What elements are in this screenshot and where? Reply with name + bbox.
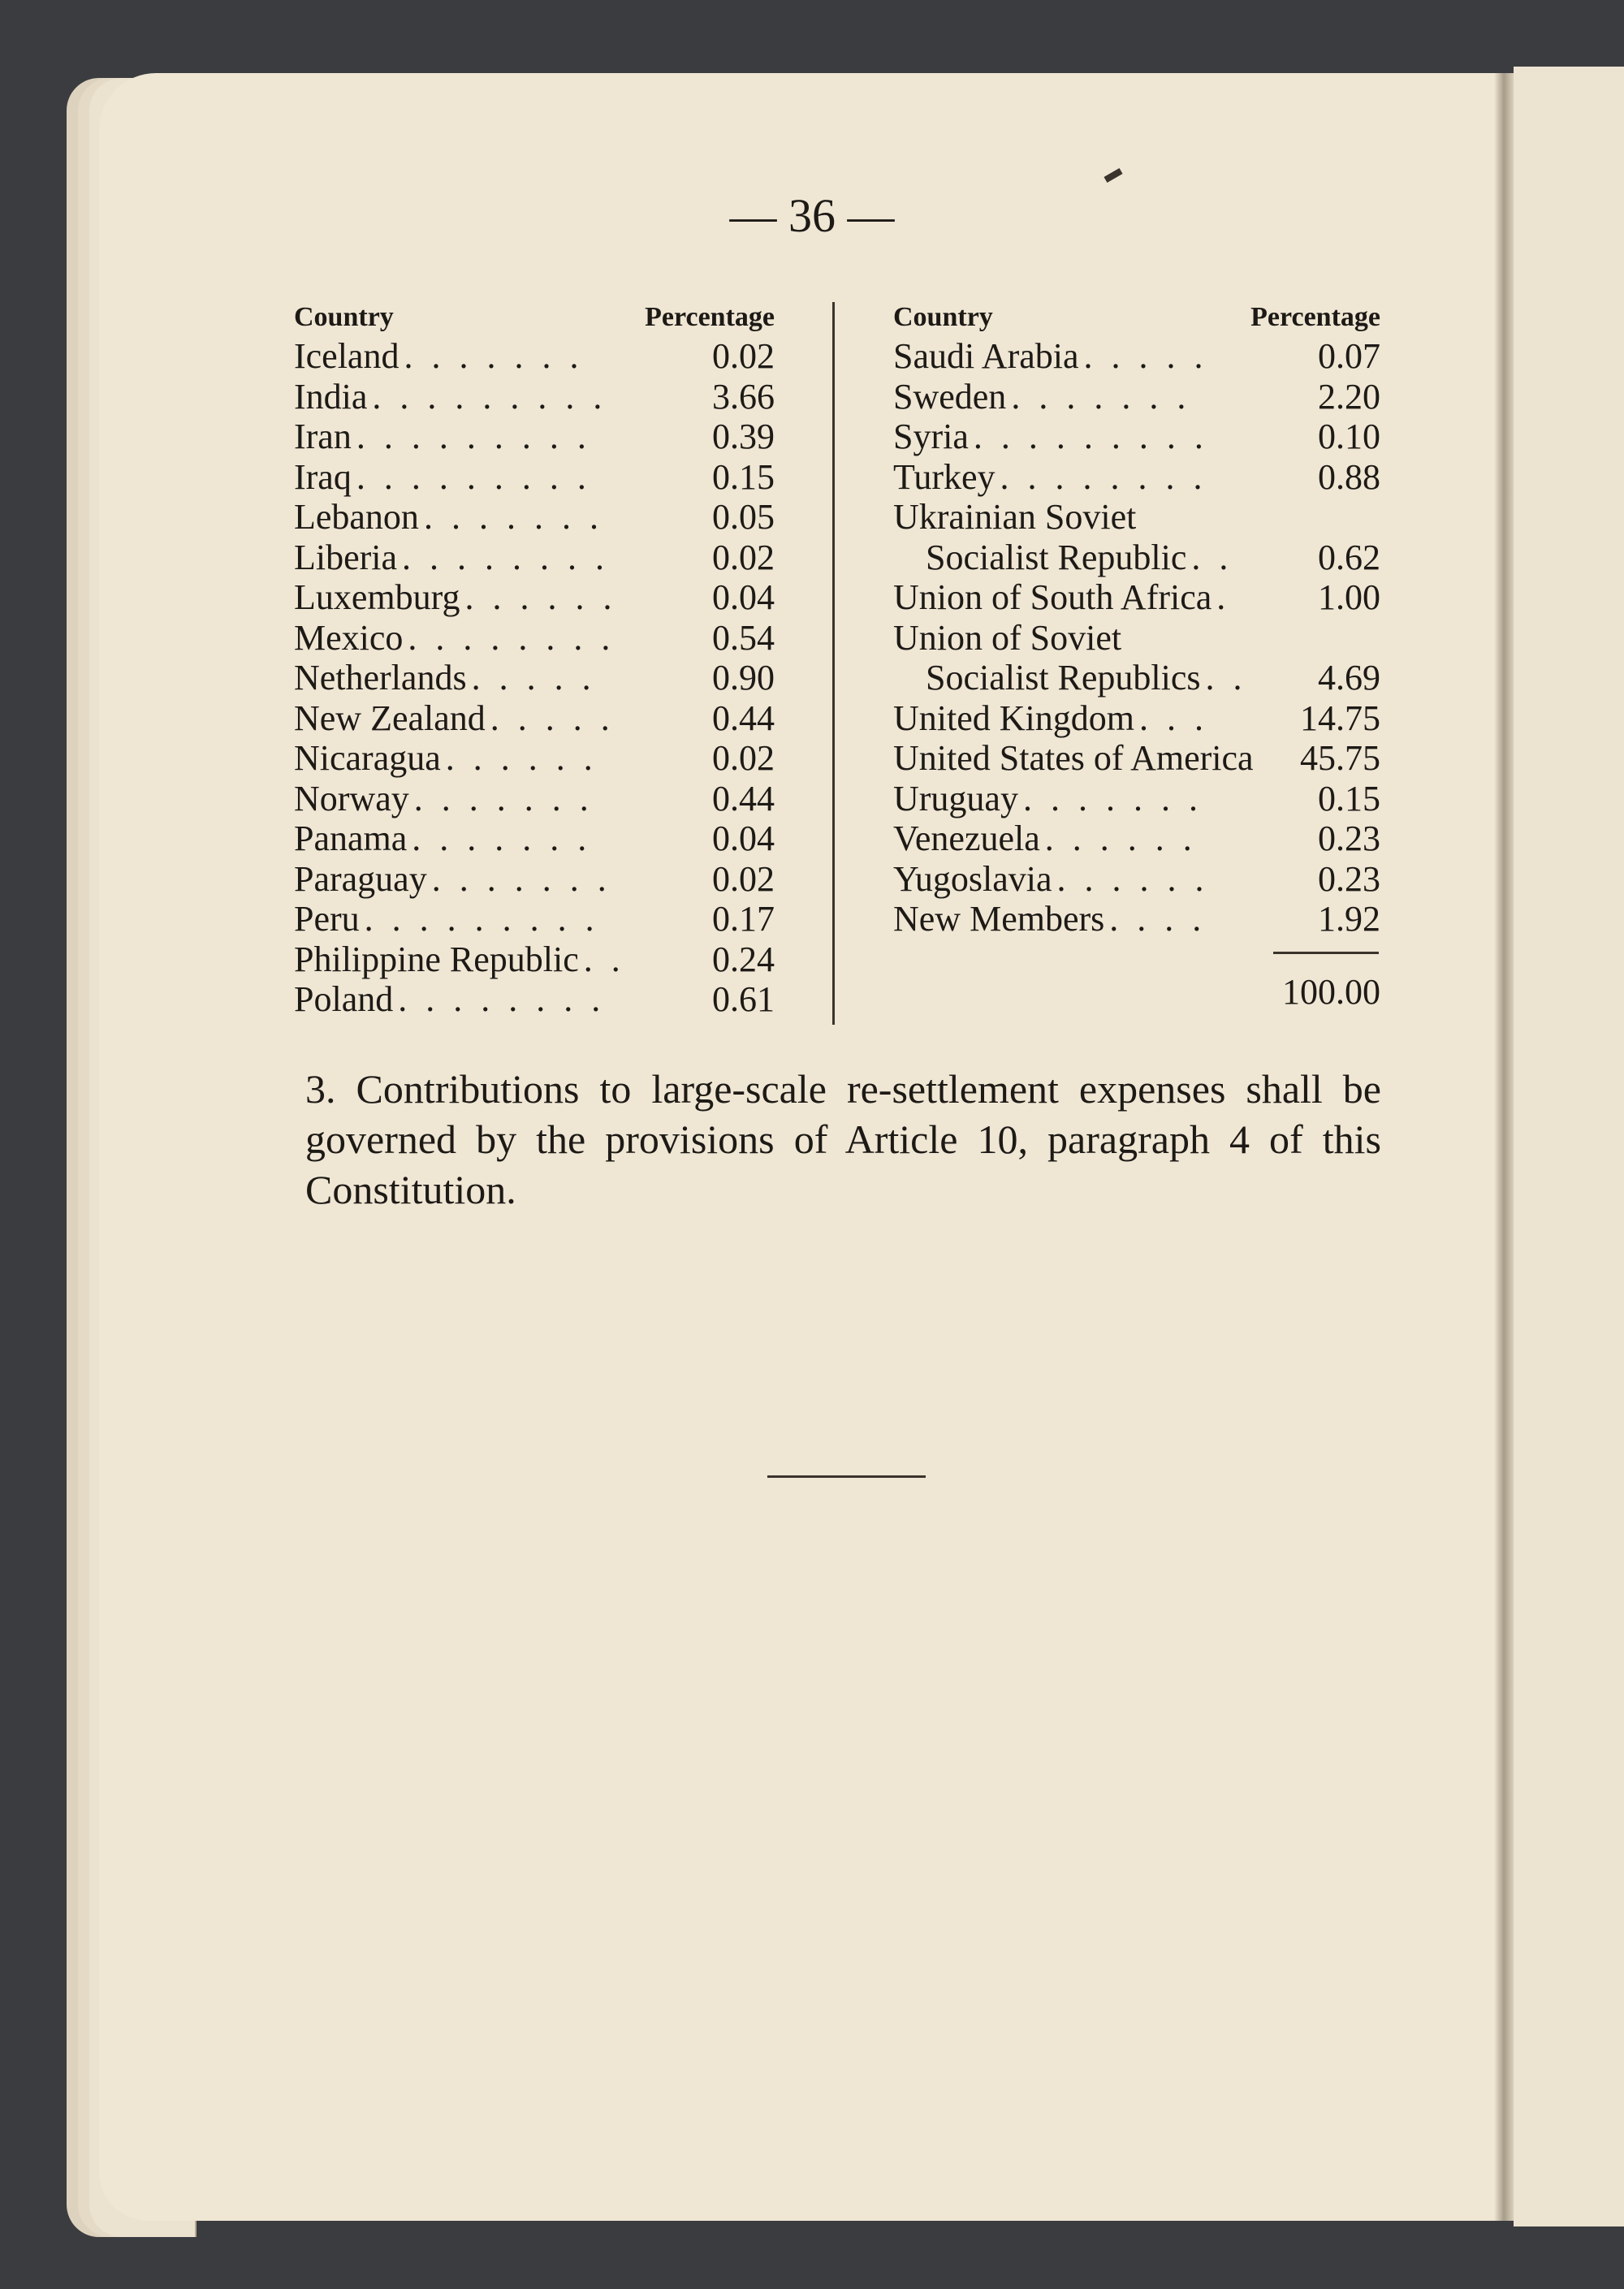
table-row <box>294 859 775 900</box>
country-name: Panama <box>294 818 408 858</box>
percentage-value: 45.75 <box>1300 738 1380 778</box>
book-gutter <box>1494 73 1514 2221</box>
country-name: Sweden <box>893 376 1007 417</box>
right-table-header <box>893 299 1380 336</box>
percentage-value: 0.02 <box>712 336 775 376</box>
percentage-header: Percentage <box>1250 302 1380 332</box>
country-name: Venezuela <box>893 818 1040 858</box>
percentage-value: 0.88 <box>1318 456 1380 497</box>
percentage-value: 0.54 <box>712 617 775 658</box>
leader-dots: . . . . . <box>471 658 596 697</box>
table-row <box>893 497 1380 538</box>
percentage-value: 0.61 <box>712 979 775 1019</box>
percentage-value: 0.04 <box>712 818 775 858</box>
leader-dots: . . . . . . . <box>431 858 611 899</box>
leader-dots: . . . . . . <box>464 577 617 617</box>
country-name: Iceland <box>294 336 400 376</box>
percentage-header: Percentage <box>645 302 775 332</box>
table-row <box>893 577 1380 618</box>
country-name: Paraguay <box>294 858 427 899</box>
percentage-value: 0.39 <box>712 417 775 456</box>
paragraph-3: 3. Contributions to large-scale re-settlement expenses shall be governed by the provisions of Article 10, paragraph 4 of this Constitution. <box>305 1066 1381 1212</box>
table-row <box>893 738 1380 779</box>
table-row <box>893 538 1380 578</box>
leader-dots: . . . . . . . <box>1011 376 1191 417</box>
table-row <box>893 618 1380 659</box>
table-row <box>893 779 1380 819</box>
leader-dots: . . . . . . . <box>404 336 584 376</box>
table-row <box>294 538 775 578</box>
country-name: New Zealand <box>294 697 486 738</box>
table-row <box>294 779 775 819</box>
country-name: Iran <box>294 417 352 456</box>
left-table <box>294 299 775 1020</box>
total-value: 100.00 <box>1282 972 1380 1012</box>
percentage-value: 0.44 <box>712 778 775 818</box>
table-row <box>893 859 1380 900</box>
country-name: Ukrainian Soviet <box>893 497 1137 537</box>
country-name: Syria <box>893 417 969 456</box>
table-row <box>893 818 1380 859</box>
country-name: United States of America <box>893 738 1254 778</box>
leader-dots: . . . . . <box>490 697 615 738</box>
country-name: Socialist Republic <box>926 537 1187 577</box>
table-row <box>893 698 1380 739</box>
percentage-value: 0.90 <box>712 658 775 697</box>
country-name: Socialist Republics <box>926 658 1201 697</box>
table-row <box>893 377 1380 417</box>
country-header: Country <box>893 302 993 332</box>
country-header: Country <box>294 302 394 332</box>
percentage-value: 0.10 <box>1318 417 1380 456</box>
table-row <box>294 939 775 980</box>
table-row <box>893 457 1380 498</box>
percentage-value: 1.92 <box>1318 899 1380 939</box>
table-row <box>294 698 775 739</box>
table-row <box>294 818 775 859</box>
country-name: United Kingdom <box>893 697 1134 738</box>
leader-dots: . . . . . <box>1083 336 1208 376</box>
table-row <box>294 336 775 377</box>
percentage-value: 4.69 <box>1318 658 1380 697</box>
table-row <box>294 899 775 939</box>
country-name: Netherlands <box>294 658 467 697</box>
percentage-value: 1.00 <box>1318 577 1380 617</box>
leader-dots: . . . . . . <box>1056 858 1209 899</box>
country-name: Yugoslavia <box>893 858 1052 899</box>
leader-dots: . . . . . . . <box>413 778 594 818</box>
country-name: Liberia <box>294 537 398 577</box>
percentage-value: 0.02 <box>712 858 775 899</box>
leader-dots: . . . . . . . <box>1022 778 1203 818</box>
country-name: Uruguay <box>893 778 1018 818</box>
country-name: Poland <box>294 979 394 1019</box>
leader-dots: . . . . . . . <box>412 818 592 858</box>
leader-dots: . . . . . . . . . <box>973 417 1208 456</box>
country-name: Mexico <box>294 617 404 658</box>
percentage-value: 0.62 <box>1318 537 1380 577</box>
leader-dots: . . . . . . . . <box>398 979 606 1019</box>
table-row <box>294 738 775 779</box>
leader-dots: . . . . . . <box>1044 818 1197 858</box>
percentage-value: 0.15 <box>1318 778 1380 818</box>
leader-dots: . . . . . . . . . <box>372 376 607 417</box>
table-row <box>294 979 775 1020</box>
leader-dots: . . . . . . . <box>423 497 603 537</box>
percentage-value: 0.07 <box>1318 336 1380 376</box>
percentage-value: 0.02 <box>712 738 775 778</box>
percentage-value: 0.17 <box>712 899 775 939</box>
percentage-value: 0.05 <box>712 497 775 537</box>
country-name: Peru <box>294 899 360 939</box>
country-name: Norway <box>294 778 409 818</box>
percentage-value: 0.24 <box>712 939 775 979</box>
page-number: — 36 — <box>729 189 895 242</box>
table-row <box>294 457 775 498</box>
table-row <box>294 497 775 538</box>
section-rule <box>767 1475 926 1478</box>
country-name: Luxemburg <box>294 577 460 617</box>
leader-dots: . . . . . . . . . <box>356 456 591 497</box>
country-name: Iraq <box>294 456 352 497</box>
leader-dots: . . . . . . . . <box>408 617 615 658</box>
right-table-rows <box>893 336 1380 939</box>
table-row <box>294 618 775 659</box>
leader-dots: . <box>1216 577 1231 617</box>
table-row <box>294 377 775 417</box>
table-row <box>893 336 1380 377</box>
country-name: Union of South Africa <box>893 577 1212 617</box>
leader-dots: . . <box>583 939 625 979</box>
leader-dots: . . . . . . <box>445 738 598 778</box>
percentage-value: 0.02 <box>712 537 775 577</box>
percentage-value: 0.15 <box>712 456 775 497</box>
right-table <box>893 299 1380 939</box>
table-row <box>294 658 775 698</box>
leader-dots: . . . . . . . . <box>402 537 610 577</box>
leader-dots: . . <box>1191 537 1233 577</box>
percentage-value: 14.75 <box>1300 697 1380 738</box>
country-name: Turkey <box>893 456 996 497</box>
table-row <box>893 417 1380 457</box>
leader-dots: . . . . . . . . . <box>364 899 599 939</box>
table-row <box>294 417 775 457</box>
facing-page <box>1514 67 1624 2226</box>
column-divider <box>832 302 835 1025</box>
percentage-value: 0.23 <box>1318 818 1380 858</box>
total-rule <box>1273 952 1379 954</box>
leader-dots: . . . . <box>1109 899 1207 939</box>
percentage-value: 0.44 <box>712 697 775 738</box>
table-row <box>294 577 775 618</box>
country-name: Nicaragua <box>294 738 441 778</box>
percentage-value: 2.20 <box>1318 376 1380 417</box>
table-row <box>893 899 1380 939</box>
country-name: Lebanon <box>294 497 419 537</box>
leader-dots: . . . . . . . . <box>1000 456 1207 497</box>
country-name: Philippine Republic <box>294 939 579 979</box>
leader-dots: . . . <box>1138 697 1208 738</box>
leader-dots: . . . . . . . . . <box>356 417 591 456</box>
percentage-value: 3.66 <box>712 376 775 417</box>
percentage-value: 0.23 <box>1318 858 1380 899</box>
left-table-rows <box>294 336 775 1020</box>
left-table-header <box>294 299 775 336</box>
country-name: Union of Soviet <box>893 617 1122 658</box>
table-row <box>893 658 1380 698</box>
leader-dots: . . <box>1205 658 1247 697</box>
country-name: New Members <box>893 899 1105 939</box>
percentage-value: 0.04 <box>712 577 775 617</box>
country-name: Saudi Arabia <box>893 336 1079 376</box>
country-name: India <box>294 376 368 417</box>
